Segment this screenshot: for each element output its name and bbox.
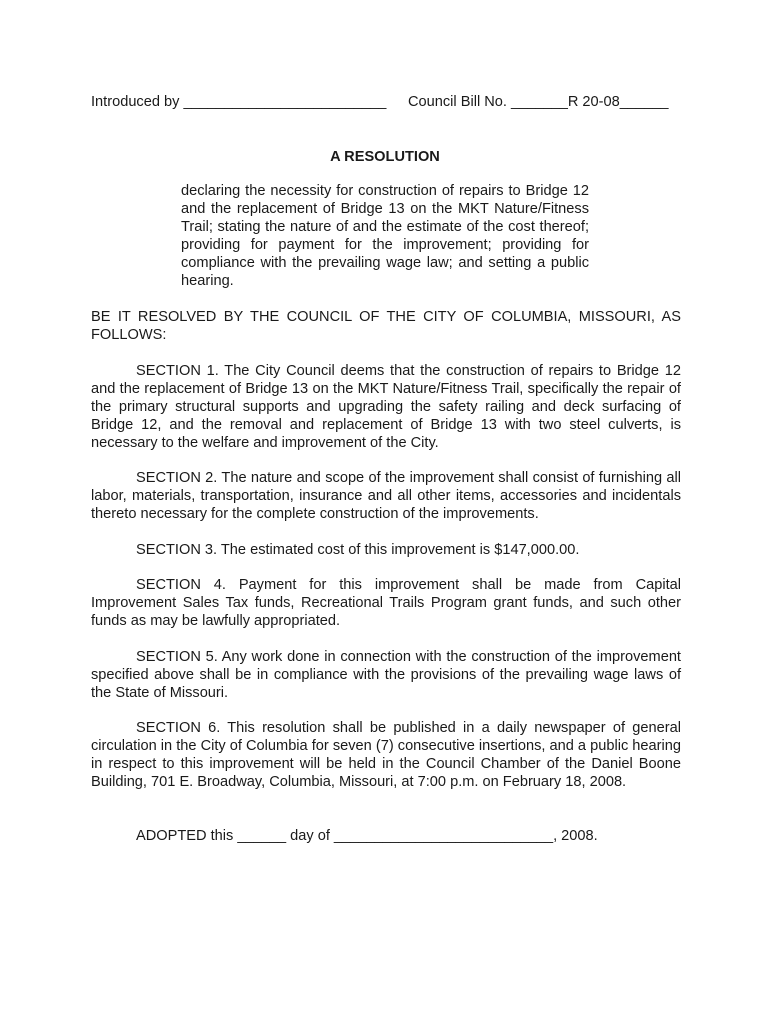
adopted-line: ADOPTED this ______ day of ___________________________, 2008. xyxy=(136,828,598,844)
council-bill-number: Council Bill No. _______R 20-08______ xyxy=(408,94,669,110)
section-2: SECTION 2. The nature and scope of the improvement shall consist of furnishing all labor, materials, transportation, insurance and all other items, accessories and incidentals thereto necessary for the complete construction of the improvements. xyxy=(91,470,681,522)
section-5: SECTION 5. Any work done in connection with the construction of the improvement specified above shall be in compliance with the provisions of the prevailing wage laws of the State of Missouri. xyxy=(91,649,681,701)
section-4: SECTION 4. Payment for this improvement shall be made from Capital Improvement Sales Tax funds, Recreational Trails Program grant funds, and such other funds as may be lawfully appropriated. xyxy=(91,577,681,629)
introduced-by-line: Introduced by _________________________ xyxy=(91,94,387,110)
document-title: A RESOLUTION xyxy=(330,149,440,165)
section-1: SECTION 1. The City Council deems that the construction of repairs to Bridge 12 and the replacement of Bridge 13 on the MKT Nature/Fitness Trail, specifically the repair of the primary structural supports and upgrading the safety railing and deck surfacing of Bridge 12, and the removal and replacement of Bridge 13 with two steel culverts, is necessary to the welfare and improvement of the City. xyxy=(91,363,681,451)
section-3: SECTION 3. The estimated cost of this improvement is $147,000.00. xyxy=(136,542,580,558)
section-6: SECTION 6. This resolution shall be published in a daily newspaper of general circulation in the City of Columbia for seven (7) consecutive insertions, and a public hearing in respect to this improvement will be held in the Council Chamber of the Daniel Boone Building, 701 E. Broadway, Columbia, Missouri, at 7:00 p.m. on February 18, 2008. xyxy=(91,720,681,790)
document-header xyxy=(91,93,681,113)
resolved-clause: BE IT RESOLVED BY THE COUNCIL OF THE CITY OF COLUMBIA, MISSOURI, AS FOLLOWS: xyxy=(91,309,681,343)
resolution-summary: declaring the necessity for construction of repairs to Bridge 12 and the replacement of Bridge 13 on the MKT Nature/Fitness Trail; stating the nature of and the estimate of the cost thereof; providing for payment for the improvement; providing for compliance with the prevailing wage law; and setting a public hearing. xyxy=(181,183,589,289)
